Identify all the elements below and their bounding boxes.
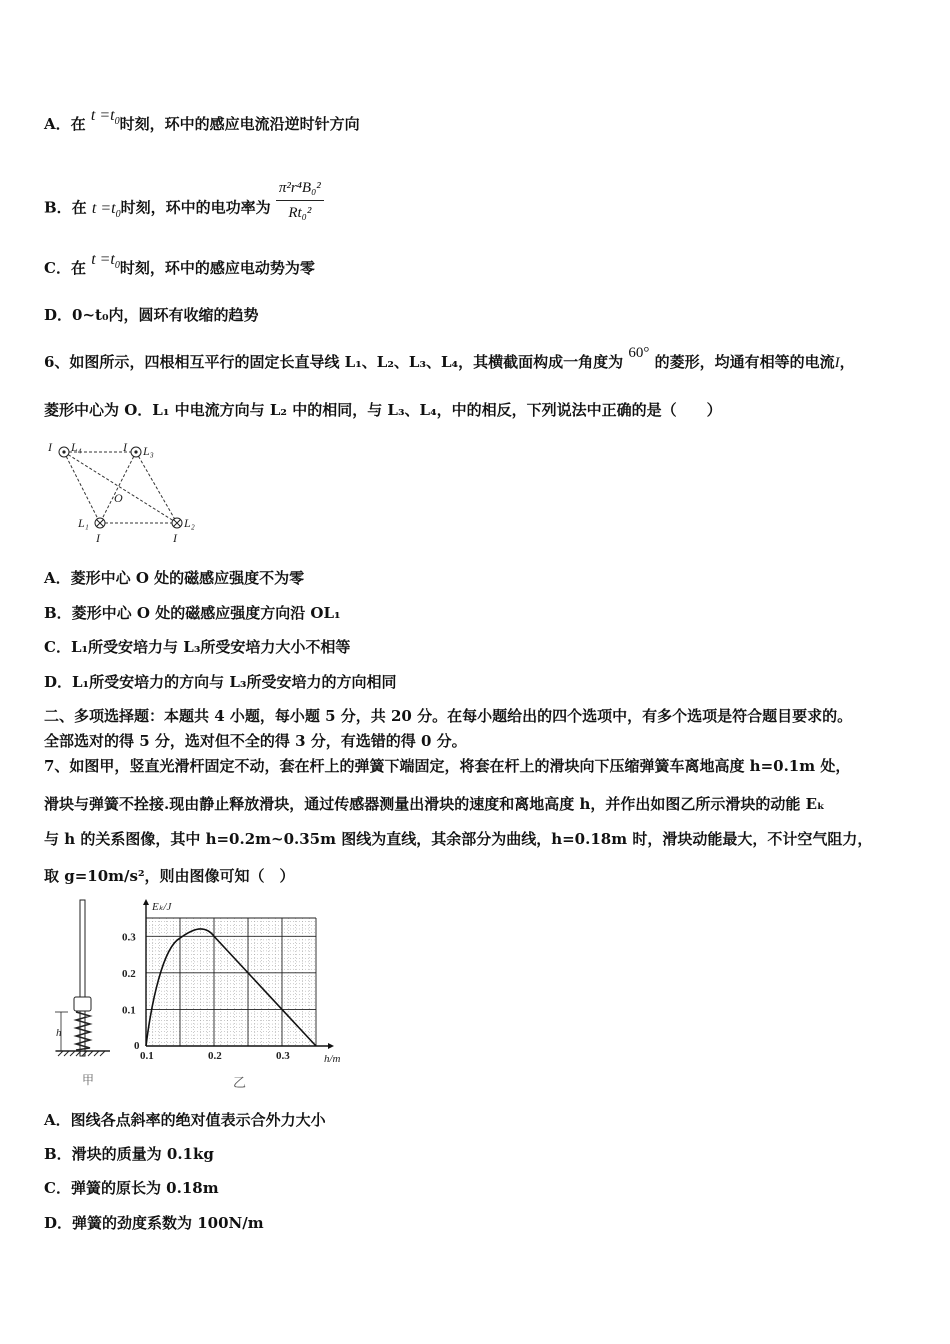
angle-value: 60°: [628, 345, 650, 361]
figure-caption-jia: 甲: [82, 1073, 95, 1087]
q7-stem-line3: 与 h 的关系图像，其中 h=0.2m~0.35m 图线为直线，其余部分为曲线，h=0.18m 时，滑块动能最大，不计空气阻力，: [44, 830, 873, 848]
chart-x-axis-label: h/m: [324, 1053, 341, 1065]
q5-option-b: B．在 $t =t_0$时刻，环中的电功率为 $\frac{\text{π²r⁴B₀²}}{\text{Rt₀²}}$: [44, 186, 324, 231]
current-label-l3: I: [123, 440, 127, 454]
y-axis-arrow-icon: [143, 899, 149, 905]
y-tick-label: 0.2: [122, 967, 136, 980]
q7-option-d: D．弹簧的劲度系数为 100N/m: [44, 1214, 264, 1232]
chart-grid: [146, 918, 316, 1046]
current-label-l4: I: [48, 440, 52, 454]
math-t0: $t =t_0$: [90, 107, 120, 128]
edge-l3-l2: [136, 452, 177, 523]
q6-stem-line1: 6、如图所示，四根相互平行的固定长直导线 L₁、L₂、L₃、L₄，其横截面构成一角度为 60° 的菱形，均通有相等的电流I，: [44, 345, 855, 371]
spring-rod-figure: [48, 898, 128, 1090]
wire-l3-dot-icon: [131, 447, 141, 457]
q7-option-b: B．滑块的质量为 0.1kg: [44, 1145, 214, 1163]
edge-l4-l1: [64, 452, 100, 523]
section2-line2: 全部选对的得 5 分，选对但不全的得 3 分，有选错的得 0 分。: [44, 732, 467, 750]
q5-option-d: D．0~t₀内，圆环有收缩的趋势: [44, 306, 259, 324]
label-center-o: O: [114, 491, 123, 505]
q7-stem-line4: 取 g=10m/s²，则由图像可知（ ）: [44, 867, 295, 885]
x-tick-label: 0.2: [208, 1050, 222, 1062]
label-l4: L₄: [71, 440, 82, 454]
slider-block: [74, 997, 91, 1011]
q7-option-a: A．图线各点斜率的绝对值表示合外力大小: [44, 1111, 326, 1129]
q7-stem-line2: 滑块与弹簧不拴接.现由静止释放滑块，通过传感器测量出滑块的速度和离地高度 h，并作出如图乙所示滑块的动能 Eₖ: [44, 795, 825, 813]
x-tick-label: 0.3: [276, 1050, 290, 1062]
x-axis-arrow-icon: [328, 1043, 334, 1049]
current-label-l2: I: [173, 531, 177, 545]
q7-stem-line1: 7、如图甲，竖直光滑杆固定不动，套在杆上的弹簧下端固定，将套在杆上的滑块向下压缩弹簧车离地高度 h=0.1m 处，: [44, 757, 851, 775]
wire-l2-cross-icon: [172, 518, 182, 528]
wire-l4-dot-icon: [59, 447, 69, 457]
ek-h-chart: [118, 896, 358, 1092]
label-l2: L₂: [184, 516, 195, 530]
origin-label: 0: [134, 1040, 140, 1052]
section2-line1: 二、多项选择题：本题共 4 小题，每小题 5 分，共 20 分。在每小题给出的四个选项中，有多个选项是符合题目要求的。: [44, 707, 853, 725]
q6-option-a: A．菱形中心 O 处的磁感应强度不为零: [44, 569, 305, 587]
q5-option-a: A．在 $t =t_0$时刻，环中的感应电流沿逆时针方向: [44, 107, 360, 133]
rhombus-wires-figure: [44, 436, 214, 546]
q6-option-d: D．L₁所受安培力的方向与 L₃所受安培力的方向相同: [44, 673, 397, 691]
chart-caption-yi: 乙: [233, 1075, 247, 1090]
q6-option-b: B．菱形中心 O 处的磁感应强度方向沿 OL₁: [44, 604, 341, 622]
diagonal-l4-l2: [64, 452, 177, 523]
current-label-l1: I: [96, 531, 100, 545]
y-tick-label: 0.1: [122, 1004, 136, 1017]
wire-l1-cross-icon: [95, 518, 105, 528]
x-tick-label: 0.1: [140, 1050, 154, 1062]
q5-option-c: C．在 $t =t_0$时刻，环中的感应电动势为零: [44, 251, 315, 277]
diagonal-l3-l1: [100, 452, 136, 523]
q6-option-c: C．L₁所受安培力与 L₃所受安培力大小不相等: [44, 638, 351, 656]
q6-stem-line2: 菱形中心为 O．L₁ 中电流方向与 L₂ 中的相同，与 L₃、L₄，中的相反，下列说法中正确的是（ ）: [44, 401, 722, 419]
h-label: h: [56, 1027, 62, 1039]
label-l1: L₁: [78, 516, 89, 530]
math-t0: $t =t_0$: [91, 199, 121, 220]
q7-option-c: C．弹簧的原长为 0.18m: [44, 1179, 219, 1197]
chart-y-axis-label: Eₖ/J: [152, 901, 172, 913]
y-tick-label: 0.3: [122, 931, 136, 944]
vertical-rod: [80, 900, 85, 1056]
label-l3: L₃: [143, 444, 154, 458]
math-t0: $t =t_0$: [91, 251, 120, 272]
power-fraction: $\frac{\text{π²r⁴B₀²}}{\text{Rt₀²}}$: [276, 178, 324, 223]
